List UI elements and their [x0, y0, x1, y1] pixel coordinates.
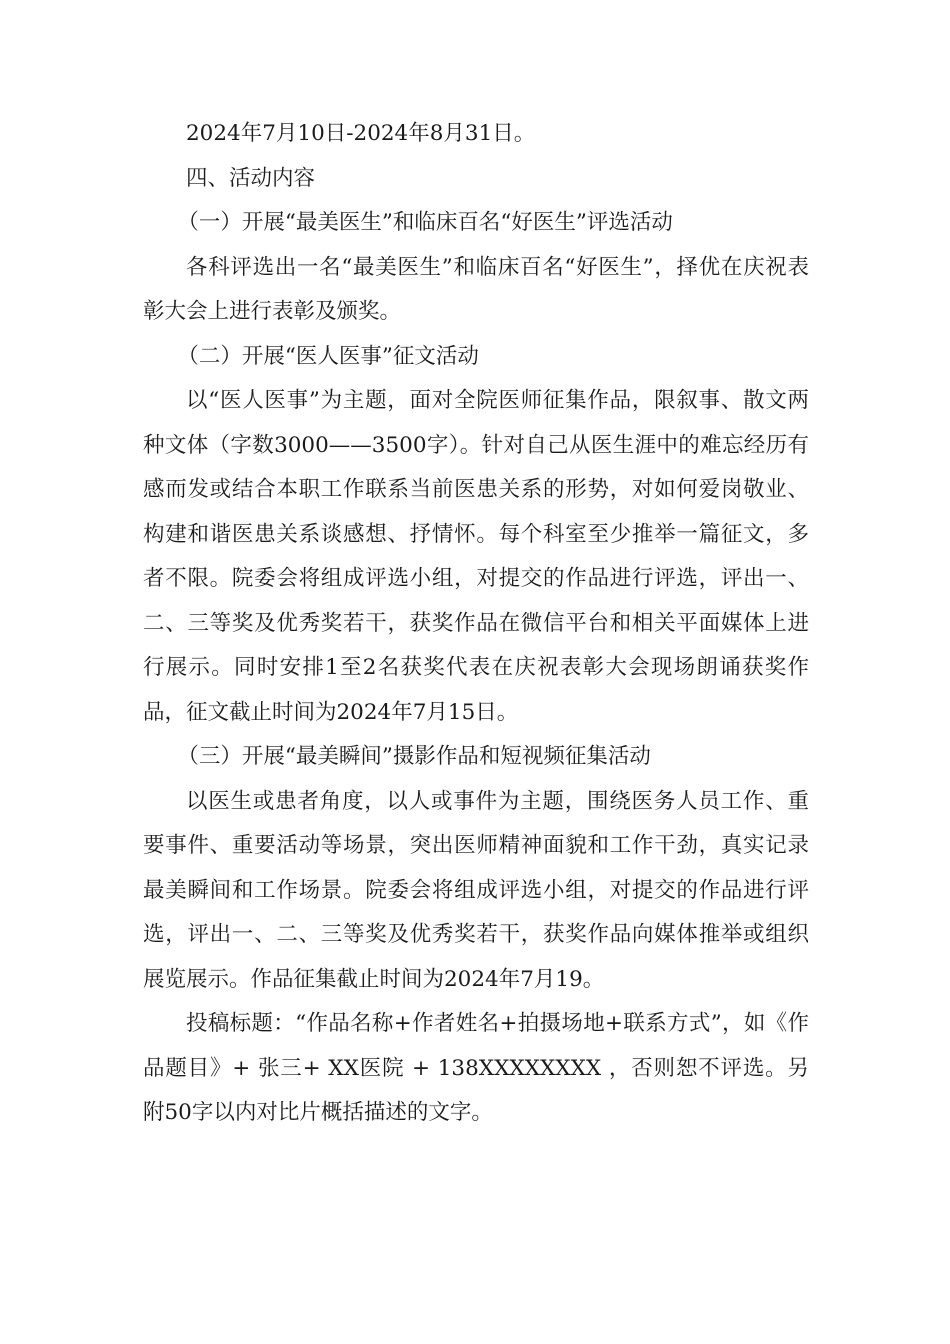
- paragraph-submission-title: 投稿标题：“作品名称+作者姓名+拍摄场地+联系方式”，如《作品题目》+ 张三+ XX医院 + 138XXXXXXXX ，否则恕不评选。另附50字以内对比片概括描述的文字。: [143, 1011, 809, 1125]
- subsection-heading-1: （一）开展“最美医生”和临床百名“好医生”评选活动: [177, 210, 673, 235]
- document-body: [143, 112, 809, 1136]
- activity-period-text: 2024年7月10日-2024年8月31日。: [186, 121, 536, 146]
- section-heading-activity-content: 四、活动内容: [186, 165, 316, 191]
- paragraph-photo-contest: 以医生或患者角度，以人或事件为主题，围绕医务人员工作、重要事件、重要活动等场景，突出医师精神面貌和工作干劲，真实记录最美瞬间和工作场景。院委会将组成评选小组，对提交的作品进行评选，评出一、二、三等奖及优秀奖若干，获奖作品向媒体推举或组织展览展示。作品征集截止时间为2024年7月19。: [143, 788, 809, 992]
- paragraph-best-doctor: 各科评选出一名“最美医生”和临床百名“好医生”，择优在庆祝表彰大会上进行表彰及颁奖。: [143, 254, 809, 324]
- subsection-heading-2: （二）开展“医人医事”征文活动: [177, 343, 479, 369]
- paragraph-essay-contest: 以“医人医事”为主题，面对全院医师征集作品，限叙事、散文两种文体（字数3000——3500字）。针对自己从医生涯中的难忘经历有感而发或结合本职工作联系当前医患关系的形势，对如何爱岗敬业、构建和谐医患关系谈感想、抒情怀。每个科室至少推举一篇征文，多者不限。院委会将组成评选小组，对提交的作品进行评选，评出一、二、三等奖及优秀奖若干，获奖作品在微信平台和相关平面媒体上进行展示。同时安排1至2名获奖代表在庆祝表彰大会现场朗诵获奖作品，征文截止时间为2024年7月15日。: [143, 388, 809, 725]
- subsection-heading-3: （三）开展“最美瞬间”摄影作品和短视频征集活动: [177, 744, 651, 769]
